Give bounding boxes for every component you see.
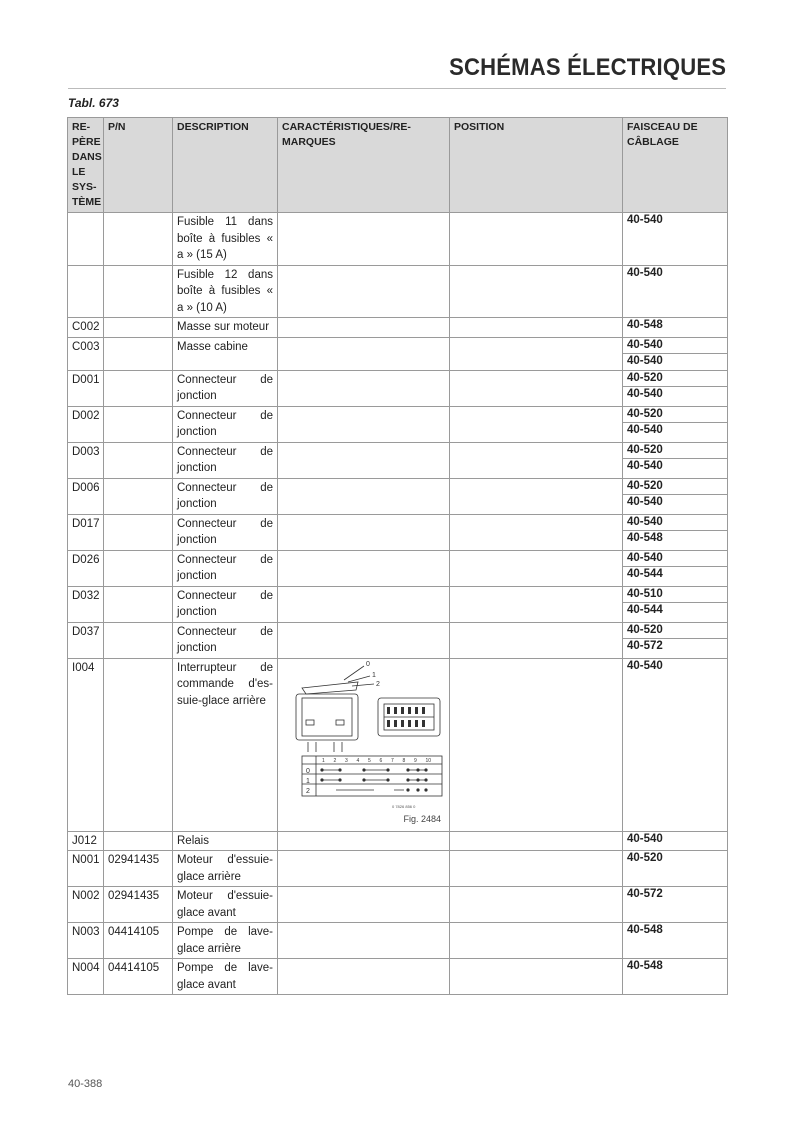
cell-description: Moteur d'essuie-glace avant — [173, 887, 278, 923]
cell-description: Connecteur de jonction — [173, 406, 278, 442]
cell-description: Masse sur moteur — [173, 318, 278, 338]
cell-position — [450, 213, 623, 266]
cell-characteristics — [278, 959, 450, 995]
cell-pn — [104, 586, 173, 622]
harness-code: 40-572 — [627, 888, 663, 900]
table-row — [68, 658, 728, 831]
cell-ref: D006 — [68, 478, 104, 514]
cell-ref: D037 — [68, 622, 104, 658]
cell-position — [450, 265, 623, 318]
table-label: Tabl. 673 — [68, 96, 119, 110]
cell-harness — [623, 622, 728, 658]
cell-harness — [623, 370, 728, 406]
figure-code: 0 7826 856 0 — [392, 803, 416, 809]
harness-code: 40-548 — [627, 924, 663, 936]
cell-harness — [623, 851, 728, 887]
page-title: SCHÉMAS ÉLECTRIQUES — [448, 54, 726, 81]
cell-characteristics — [278, 622, 450, 658]
harness-code: 40-520 — [627, 371, 663, 384]
cell-description: Connecteur de jonction — [173, 514, 278, 550]
cell-description: Connecteur de jonction — [173, 370, 278, 406]
cell-position — [450, 442, 623, 478]
cell-pn — [104, 622, 173, 658]
header-harness: FAISCEAU DE CÂBLAGE — [623, 118, 728, 213]
cell-position — [450, 622, 623, 658]
cell-description: Fusible 12 dans boîte à fusibles « a » (10 A) — [173, 265, 278, 318]
cell-harness — [623, 658, 728, 831]
cell-characteristics — [278, 213, 450, 266]
cell-pn — [104, 514, 173, 550]
cell-harness — [623, 265, 728, 318]
harness-code: 40-540 — [627, 551, 663, 564]
table-row — [68, 887, 728, 923]
cell-pn — [104, 442, 173, 478]
cell-ref: D032 — [68, 586, 104, 622]
table-row — [68, 831, 728, 851]
cell-harness — [623, 586, 728, 622]
cell-harness — [623, 213, 728, 266]
harness-code: 40-520 — [627, 852, 663, 864]
grid-column-label: 8 — [402, 757, 406, 764]
cell-position — [450, 337, 623, 370]
cell-ref: D003 — [68, 442, 104, 478]
table-row — [68, 514, 728, 550]
harness-code: 40-548 — [623, 530, 727, 547]
cell-ref: D026 — [68, 550, 104, 586]
table-row — [68, 213, 728, 266]
cell-description: Pompe de lave-glace avant — [173, 959, 278, 995]
cell-harness — [623, 550, 728, 586]
cell-characteristics — [278, 318, 450, 338]
grid-column-label: 5 — [368, 757, 371, 764]
cell-harness — [623, 831, 728, 851]
cell-description: Connecteur de jonction — [173, 550, 278, 586]
cell-position — [450, 887, 623, 923]
grid-column-label: 7 — [391, 757, 394, 764]
grid-row-label: 0 — [306, 767, 310, 775]
cell-characteristics — [278, 831, 450, 851]
harness-code: 40-540 — [627, 832, 663, 845]
component-table — [67, 117, 728, 995]
cell-ref: N004 — [68, 959, 104, 995]
cell-description: Pompe de lave-glace arrière — [173, 923, 278, 959]
cell-characteristics — [278, 406, 450, 442]
cell-description: Connecteur de jonction — [173, 586, 278, 622]
harness-code: 40-540 — [627, 266, 663, 279]
cell-pn — [104, 478, 173, 514]
harness-code: 40-540 — [627, 338, 663, 351]
cell-description: Fusible 11 dans boîte à fusibles « a » (15 A) — [173, 213, 278, 266]
title-divider — [68, 88, 726, 89]
cell-position — [450, 478, 623, 514]
cell-characteristics — [278, 514, 450, 550]
table-row — [68, 370, 728, 406]
table-row — [68, 478, 728, 514]
cell-position — [450, 406, 623, 442]
cell-harness — [623, 887, 728, 923]
harness-code: 40-540 — [623, 494, 727, 511]
cell-description: Connecteur de jonction — [173, 622, 278, 658]
harness-code: 40-520 — [627, 443, 663, 456]
cell-ref: D002 — [68, 406, 104, 442]
cell-description: Moteur d'essuie-glace arrière — [173, 851, 278, 887]
cell-characteristics — [278, 851, 450, 887]
page-number: 40-388 — [68, 1078, 103, 1090]
cell-harness — [623, 923, 728, 959]
cell-ref: J012 — [68, 831, 104, 851]
cell-pn — [104, 370, 173, 406]
cell-harness — [623, 514, 728, 550]
switch-diagram — [286, 660, 448, 815]
cell-characteristics — [278, 658, 450, 831]
table-row — [68, 851, 728, 887]
cell-pn — [104, 406, 173, 442]
cell-ref: D017 — [68, 514, 104, 550]
harness-code: 40-572 — [623, 638, 727, 655]
table-row — [68, 622, 728, 658]
switch-diagram-figure — [282, 660, 445, 830]
grid-column-label: 2 — [333, 757, 337, 764]
cell-harness — [623, 442, 728, 478]
table-row — [68, 586, 728, 622]
figure-caption: Fig. 2484 — [403, 814, 441, 824]
cell-pn — [104, 831, 173, 851]
table-row — [68, 318, 728, 338]
harness-code: 40-540 — [623, 386, 727, 403]
grid-column-label: 3 — [345, 757, 348, 764]
table-row — [68, 265, 728, 318]
cell-position — [450, 851, 623, 887]
cell-ref — [68, 265, 104, 318]
harness-code: 40-540 — [623, 422, 727, 439]
cell-position — [450, 831, 623, 851]
harness-code: 40-548 — [627, 319, 663, 331]
grid-column-label: 4 — [356, 757, 360, 764]
table-row — [68, 442, 728, 478]
cell-position — [450, 550, 623, 586]
grid-row-label: 2 — [306, 787, 310, 795]
cell-ref: C002 — [68, 318, 104, 338]
harness-code: 40-540 — [627, 659, 663, 672]
cell-description: Connecteur de jonction — [173, 442, 278, 478]
cell-characteristics — [278, 337, 450, 370]
cell-pn — [104, 550, 173, 586]
cell-characteristics — [278, 265, 450, 318]
cell-description: Masse cabine — [173, 337, 278, 370]
cell-pn: 04414105 — [104, 959, 173, 995]
table-body — [68, 213, 728, 995]
cell-harness — [623, 337, 728, 370]
cell-pn: 04414105 — [104, 923, 173, 959]
grid-column-label: 1 — [322, 757, 325, 764]
cell-ref: I004 — [68, 658, 104, 831]
cell-pn — [104, 318, 173, 338]
table-row — [68, 550, 728, 586]
cell-characteristics — [278, 478, 450, 514]
harness-code: 40-548 — [627, 960, 663, 972]
cell-harness — [623, 478, 728, 514]
cell-position — [450, 514, 623, 550]
harness-code: 40-540 — [623, 353, 727, 370]
cell-pn: 02941435 — [104, 887, 173, 923]
position-label: 2 — [376, 680, 380, 688]
cell-characteristics — [278, 586, 450, 622]
cell-description: Relais — [173, 831, 278, 851]
cell-ref: N002 — [68, 887, 104, 923]
cell-harness — [623, 959, 728, 995]
harness-code: 40-510 — [627, 587, 663, 600]
harness-code: 40-520 — [627, 479, 663, 492]
grid-row-label: 1 — [306, 777, 310, 785]
header-pn: P/N — [104, 118, 173, 213]
harness-code: 40-520 — [627, 623, 663, 636]
cell-position — [450, 318, 623, 338]
cell-pn: 02941435 — [104, 851, 173, 887]
grid-column-label: 6 — [379, 757, 383, 764]
table-row — [68, 337, 728, 370]
header-description: DESCRIPTION — [173, 118, 278, 213]
harness-code: 40-540 — [627, 515, 663, 528]
harness-code: 40-540 — [627, 214, 663, 226]
cell-harness — [623, 318, 728, 338]
cell-position — [450, 658, 623, 831]
harness-code: 40-540 — [623, 458, 727, 475]
grid-column-label: 9 — [414, 757, 417, 764]
cell-description: Connecteur de jonction — [173, 478, 278, 514]
cell-position — [450, 959, 623, 995]
cell-ref: C003 — [68, 337, 104, 370]
table-row — [68, 959, 728, 995]
cell-pn — [104, 265, 173, 318]
cell-pn — [104, 658, 173, 831]
header-characteristics: CARACTÉRISTIQUES/RE- MARQUES — [278, 118, 450, 213]
cell-ref — [68, 213, 104, 266]
cell-characteristics — [278, 370, 450, 406]
header-position: POSITION — [450, 118, 623, 213]
harness-code: 40-520 — [627, 407, 663, 420]
harness-code: 40-544 — [623, 602, 727, 619]
cell-characteristics — [278, 442, 450, 478]
cell-pn — [104, 337, 173, 370]
cell-pn — [104, 213, 173, 266]
cell-characteristics — [278, 550, 450, 586]
header-ref: RE- PÈRE DANS LE SYS- TÈME — [68, 118, 104, 213]
cell-position — [450, 923, 623, 959]
table-header-row — [68, 118, 728, 213]
grid-column-label: 10 — [425, 757, 432, 764]
position-label: 1 — [372, 671, 376, 679]
table-row — [68, 923, 728, 959]
cell-position — [450, 586, 623, 622]
cell-description: Interrupteur de commande d'es-suie-glace arrière — [173, 658, 278, 831]
cell-ref: D001 — [68, 370, 104, 406]
cell-characteristics — [278, 923, 450, 959]
harness-code: 40-544 — [623, 566, 727, 583]
cell-characteristics — [278, 887, 450, 923]
cell-position — [450, 370, 623, 406]
cell-ref: N003 — [68, 923, 104, 959]
table-row — [68, 406, 728, 442]
cell-harness — [623, 406, 728, 442]
position-label: 0 — [366, 660, 370, 668]
cell-ref: N001 — [68, 851, 104, 887]
